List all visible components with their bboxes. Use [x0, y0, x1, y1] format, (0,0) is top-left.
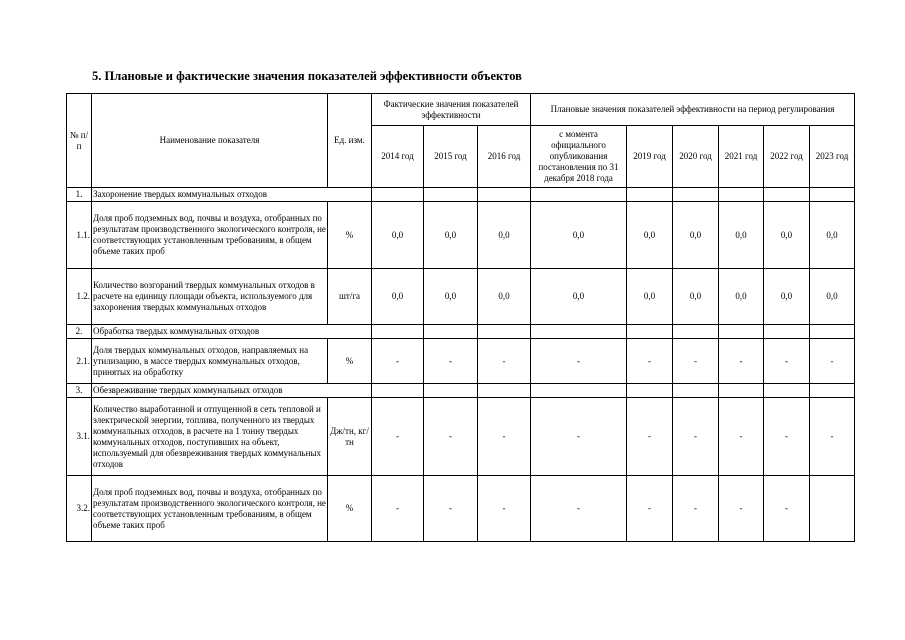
table-row — [67, 269, 855, 325]
value-cell: - — [478, 398, 531, 476]
row-unit: % — [328, 339, 372, 384]
row-name: Количество выработанной и отпущенной в сеть тепловой и электрической энергии, топлива, полученного из твердых коммунальных отходов, в расчете на 1 тонну твердых коммунальных отходов, поступивших на объект, используемый для обезвреживания твердых коммунальных отходов — [92, 398, 328, 476]
header-planned-group: Плановые значения показателей эффективности на период регулирования — [531, 94, 855, 126]
empty-cell — [372, 384, 424, 398]
value-cell: - — [810, 339, 855, 384]
row-num: 3.1. — [67, 398, 92, 476]
section-row — [67, 188, 855, 202]
section-num: 3. — [67, 384, 92, 398]
value-cell: - — [673, 398, 719, 476]
empty-cell — [810, 188, 855, 202]
header-actual-year: 2015 год — [424, 126, 478, 188]
value-cell: 0,0 — [627, 269, 673, 325]
value-cell: - — [627, 339, 673, 384]
value-cell: 0,0 — [673, 269, 719, 325]
empty-cell — [478, 188, 531, 202]
value-cell: - — [719, 339, 764, 384]
value-cell: 0,0 — [424, 269, 478, 325]
empty-cell — [531, 384, 627, 398]
value-cell: - — [531, 339, 627, 384]
header-actual-year: 2016 год — [478, 126, 531, 188]
section-num: 1. — [67, 188, 92, 202]
empty-cell — [673, 384, 719, 398]
header-planned-year: 2020 год — [673, 126, 719, 188]
empty-cell — [531, 325, 627, 339]
value-cell: - — [673, 339, 719, 384]
value-cell: 0,0 — [531, 202, 627, 269]
section-title: Захоронение твердых коммунальных отходов — [92, 188, 372, 202]
row-num: 1.2. — [67, 269, 92, 325]
value-cell: - — [719, 398, 764, 476]
empty-cell — [810, 325, 855, 339]
value-cell: - — [764, 398, 810, 476]
value-cell: - — [478, 476, 531, 542]
value-cell: - — [719, 476, 764, 542]
row-name: Количество возгораний твердых коммунальных отходов в расчете на единицу площади объекта, используемого для захоронения твердых коммунальных отходов — [92, 269, 328, 325]
empty-cell — [719, 384, 764, 398]
empty-cell — [372, 188, 424, 202]
value-cell: - — [478, 339, 531, 384]
section-row — [67, 325, 855, 339]
value-cell: - — [764, 476, 810, 542]
value-cell: - — [372, 398, 424, 476]
empty-cell — [719, 325, 764, 339]
table-row — [67, 476, 855, 542]
empty-cell — [673, 325, 719, 339]
value-cell: - — [424, 476, 478, 542]
value-cell: 0,0 — [719, 269, 764, 325]
empty-cell — [764, 384, 810, 398]
header-num: № п/п — [67, 94, 92, 188]
value-cell: - — [531, 398, 627, 476]
value-cell: - — [810, 398, 855, 476]
value-cell: - — [531, 476, 627, 542]
value-cell: 0,0 — [810, 202, 855, 269]
row-unit: Дж/тн, кг/тн — [328, 398, 372, 476]
empty-cell — [627, 188, 673, 202]
empty-cell — [531, 188, 627, 202]
value-cell: 0,0 — [719, 202, 764, 269]
value-cell: 0,0 — [810, 269, 855, 325]
empty-cell — [424, 188, 478, 202]
row-num: 3.2. — [67, 476, 92, 542]
value-cell: - — [424, 398, 478, 476]
value-cell: - — [372, 339, 424, 384]
header-actual-group: Фактические значения показателей эффективности — [372, 94, 531, 126]
empty-cell — [764, 188, 810, 202]
empty-cell — [478, 384, 531, 398]
row-name: Доля проб подземных вод, почвы и воздуха, отобранных по результатам производственного экологического контроля, не соответствующих установленным требованиям, в общем объеме таких проб — [92, 202, 328, 269]
table-row — [67, 398, 855, 476]
value-cell: - — [673, 476, 719, 542]
row-num: 1.1. — [67, 202, 92, 269]
header-actual-year: 2014 год — [372, 126, 424, 188]
value-cell: 0,0 — [424, 202, 478, 269]
header-planned-year: 2023 год — [810, 126, 855, 188]
header-planned-year: 2021 год — [719, 126, 764, 188]
empty-cell — [719, 188, 764, 202]
empty-cell — [424, 384, 478, 398]
header-planned-from: с момента официального опубликования постановления по 31 декабря 2018 года — [531, 126, 627, 188]
value-cell: 0,0 — [478, 202, 531, 269]
value-cell: 0,0 — [478, 269, 531, 325]
value-cell: - — [424, 339, 478, 384]
value-cell: - — [372, 476, 424, 542]
value-cell: 0,0 — [764, 202, 810, 269]
value-cell: - — [627, 398, 673, 476]
empty-cell — [627, 325, 673, 339]
row-num: 2.1. — [67, 339, 92, 384]
row-name: Доля проб подземных вод, почвы и воздуха, отобранных по результатам производственного экологического контроля, не соответствующих установленным требованиям, в общем объеме таких проб — [92, 476, 328, 542]
value-cell: 0,0 — [764, 269, 810, 325]
header-planned-year: 2019 год — [627, 126, 673, 188]
value-cell: - — [627, 476, 673, 542]
header-planned-year: 2022 год — [764, 126, 810, 188]
value-cell: 0,0 — [372, 269, 424, 325]
value-cell: 0,0 — [673, 202, 719, 269]
empty-cell — [372, 325, 424, 339]
empty-cell — [673, 188, 719, 202]
empty-cell — [627, 384, 673, 398]
row-unit: % — [328, 202, 372, 269]
value-cell: - — [764, 339, 810, 384]
empty-cell — [478, 325, 531, 339]
header-unit: Ед. изм. — [328, 94, 372, 188]
row-name: Доля твердых коммунальных отходов, направляемых на утилизацию, в массе твердых коммунальных отходов, принятых на обработку — [92, 339, 328, 384]
table-row — [67, 339, 855, 384]
section-title: Обработка твердых коммунальных отходов — [92, 325, 372, 339]
section-title: Обезвреживание твердых коммунальных отходов — [92, 384, 372, 398]
row-unit: шт/га — [328, 269, 372, 325]
empty-cell — [424, 325, 478, 339]
row-unit: % — [328, 476, 372, 542]
indicators-table — [66, 93, 855, 542]
empty-cell — [764, 325, 810, 339]
section-row — [67, 384, 855, 398]
header-name: Наименование показателя — [92, 94, 328, 188]
section-num: 2. — [67, 325, 92, 339]
value-cell: 0,0 — [372, 202, 424, 269]
value-cell: 0,0 — [627, 202, 673, 269]
page-title: 5. Плановые и фактические значения показателей эффективности объектов — [92, 69, 522, 83]
value-cell: 0,0 — [531, 269, 627, 325]
value-cell — [810, 476, 855, 542]
empty-cell — [810, 384, 855, 398]
table-row — [67, 202, 855, 269]
